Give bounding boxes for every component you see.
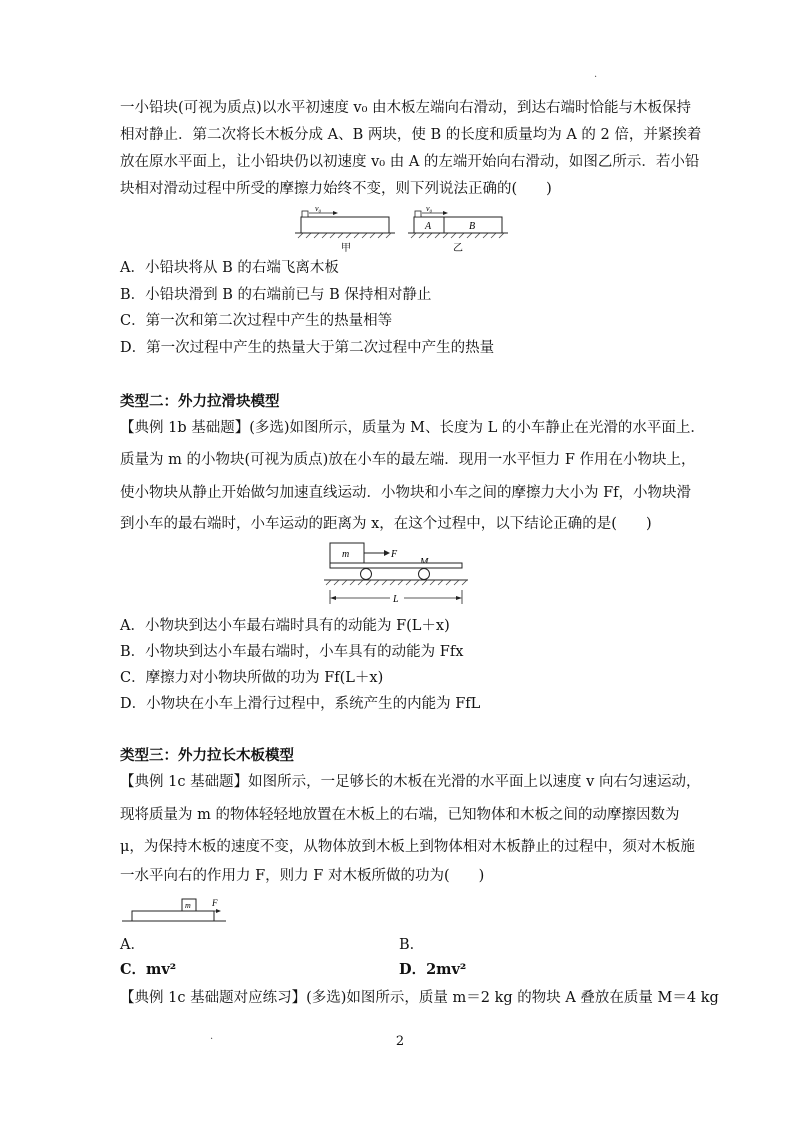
type2-line-4: 到小车的最右端时，小车运动的距离为 x，在这个过程中，以下结论正确的是( ) (120, 516, 652, 532)
type2-option-c: C．摩擦力对小物块所做的功为 Ff(L＋x) (120, 670, 384, 686)
figure-cart (322, 538, 472, 612)
type2-option-a: A．小物块到达小车最右端时具有的动能为 F(L＋x) (120, 618, 450, 634)
type2-line-1: 【典例 1b 基础题】(多选)如图所示，质量为 M、长度为 L 的小车静止在光滑的水平面上． (120, 420, 705, 436)
type3-option-d: D．2mv² (399, 961, 467, 978)
label-L-cart: L (393, 594, 399, 605)
label-F-cart: F (391, 549, 398, 560)
type2-heading: 类型二：外力拉滑块模型 (120, 393, 280, 410)
speck-bottom: · (210, 1034, 214, 1045)
intro-option-b: B．小铅块滑到 B 的右端前已与 B 保持相对静止 (120, 287, 432, 303)
intro-line-1: 一小铅块(可视为质点)以水平初速度 v₀ 由木板左端向右滑动，到达右端时恰能与木板保持 (120, 100, 692, 116)
type3-line-1: 【典例 1c 基础题】如图所示，一足够长的木板在光滑的水平面上以速度 v 向右匀速运动， (120, 774, 701, 790)
v0-label-yi: v₀ (426, 204, 433, 213)
type3-line-4: 一水平向右的作用力 F，则力 F 对木板所做的功为( ) (120, 868, 485, 884)
v0-label-jia: v₀ (315, 204, 322, 213)
label-m-cart: m (342, 549, 350, 560)
type3-option-c: C．mv² (120, 961, 177, 978)
type3-line-2: 现将质量为 m 的物体轻轻地放置在木板上的右端，已知物体和木板之间的动摩擦因数为 (120, 807, 680, 823)
intro-line-4: 块相对滑动过程中所受的摩擦力始终不变，则下列说法正确的( ) (120, 181, 552, 197)
page-number: 2 (395, 1034, 405, 1049)
type2-option-b: B．小物块到达小车最右端时，小车具有的动能为 Ffx (120, 644, 464, 660)
intro-option-c: C．第一次和第二次过程中产生的热量相等 (120, 313, 393, 329)
type3-option-a: A． (120, 937, 145, 953)
label-yi: 乙 (453, 243, 463, 254)
label-jia: 甲 (341, 243, 351, 254)
practice-line: 【典例 1c 基础题对应练习】(多选)如图所示，质量 m＝2 kg 的物块 A 叠放在质量 M＝4 kg (120, 990, 719, 1006)
intro-option-d: D．第一次过程中产生的热量大于第二次过程中产生的热量 (120, 340, 495, 356)
label-b: B (469, 221, 476, 232)
figure-board (122, 891, 232, 931)
figure-jia-yi (295, 200, 515, 259)
speck: · (594, 72, 598, 83)
intro-line-3: 放在原水平面上，让小铅块仍以初速度 v₀ 由 A 的左端开始向右滑动，如图乙所示．若小铅 (120, 154, 700, 170)
type2-line-3: 使小物块从静止开始做匀加速直线运动．小物块和小车之间的摩擦力大小为 Ff，小物块滑 (120, 485, 692, 501)
label-F-board: F (212, 898, 218, 908)
label-m-board: m (185, 901, 191, 910)
type2-option-d: D．小物块在小车上滑行过程中，系统产生的内能为 FfL (120, 696, 481, 712)
label-a: A (425, 221, 432, 232)
type2-line-2: 质量为 m 的小物块(可视为质点)放在小车的最左端．现用一水平恒力 F 作用在小物块上， (120, 452, 696, 468)
intro-line-2: 相对静止．第二次将长木板分成 A、B 两块，使 B 的长度和质量均为 A 的 2 倍，并紧挨着 (120, 127, 702, 143)
type3-line-3: μ，为保持木板的速度不变，从物体放到木板上到物体相对木板静止的过程中，须对木板施 (120, 839, 695, 855)
intro-option-a: A．小铅块将从 B 的右端飞离木板 (120, 260, 339, 276)
type3-option-b: B． (399, 937, 425, 953)
type3-heading: 类型三：外力拉长木板模型 (120, 747, 294, 764)
